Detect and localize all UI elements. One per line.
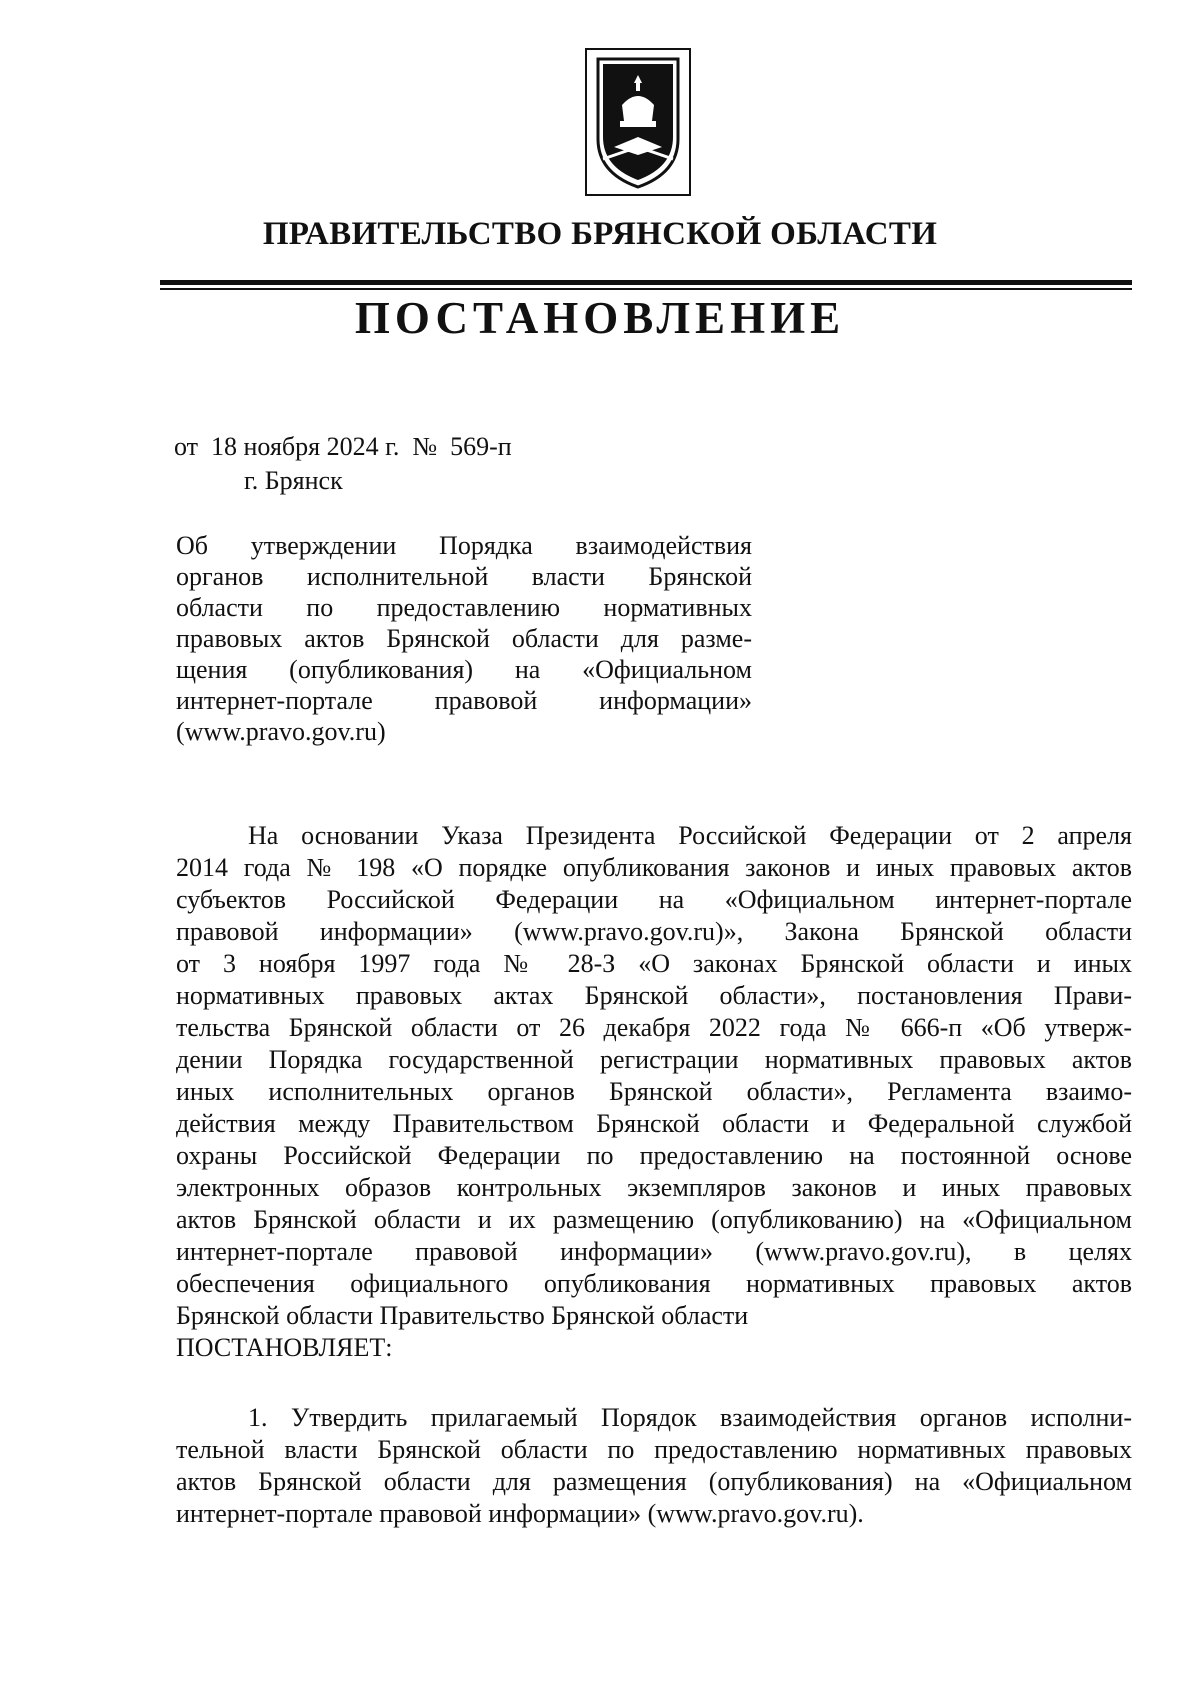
title-line: Об утверждении Порядка взаимодействия [176, 531, 752, 560]
body-line: нормативных правовых актах Брянской области», постановления Прави- [176, 981, 1132, 1010]
body-line: актов Брянской области и их размещению (опубликованию) на «Официальном [176, 1205, 1132, 1234]
body-line: На основании Указа Президента Российской Федерации от 2 апреля [248, 821, 1132, 850]
coat-of-arms-emblem [584, 47, 692, 197]
organization-name: ПРАВИТЕЛЬСТВО БРЯНСКОЙ ОБЛАСТИ [262, 216, 938, 252]
title-line: правовых актов Брянской области для разме- [176, 624, 752, 653]
body-line: правовой информации» (www.pravo.gov.ru)», Закона Брянской области [176, 917, 1132, 946]
body-line: обеспечения официального опубликования нормативных правовых актов [176, 1269, 1132, 1298]
body-line: 2014 года № 198 «О порядке опубликования законов и иных правовых актов [176, 853, 1132, 882]
resolution-keyword: ПОСТАНОВЛЯЕТ: [176, 1333, 393, 1362]
body-line: иных исполнительных органов Брянской области», Регламента взаимо- [176, 1077, 1132, 1106]
title-line: (www.pravo.gov.ru) [176, 717, 386, 746]
document-title [176, 530, 752, 747]
body-line: тельства Брянской области от 26 декабря 2022 года № 666-п «Об утверж- [176, 1013, 1132, 1042]
title-line: щения (опубликования) на «Официальном [176, 655, 752, 684]
title-line: интернет-портале правовой информации» [176, 686, 752, 715]
header-divider-thin [160, 288, 1132, 290]
preamble-paragraph [176, 820, 1132, 1364]
clause-line: тельной власти Брянской области по предоставлению нормативных правовых [176, 1435, 1132, 1464]
document-type: ПОСТАНОВЛЕНИЕ [354, 293, 846, 343]
body-line: от 3 ноября 1997 года № 28-З «О законах Брянской области и иных [176, 949, 1132, 978]
header-divider-thick [160, 280, 1132, 285]
clause-line: интернет-портале правовой информации» (www.pravo.gov.ru). [176, 1499, 864, 1528]
body-line: электронных образов контрольных экземпляров законов и иных правовых [176, 1173, 1132, 1202]
body-line: субъектов Российской Федерации на «Официальном интернет-портале [176, 885, 1132, 914]
clause-line: актов Брянской области для размещения (опубликования) на «Официальном [176, 1467, 1132, 1496]
city: г. Брянск [244, 466, 343, 495]
title-line: области по предоставлению нормативных [176, 593, 752, 622]
title-line: органов исполнительной власти Брянской [176, 562, 752, 591]
body-line: Брянской области Правительство Брянской области [176, 1301, 749, 1330]
body-line: охраны Российской Федерации по предоставлению на постоянной основе [176, 1141, 1132, 1170]
date-and-number: от 18 ноября 2024 г. № 569-п [174, 432, 512, 461]
body-line: интернет-портале правовой информации» (www.pravo.gov.ru), в целях [176, 1237, 1132, 1266]
clause-line: 1. Утвердить прилагаемый Порядок взаимодействия органов исполни- [248, 1403, 1132, 1432]
clause-1 [176, 1402, 1132, 1530]
body-line: дении Порядка государственной регистрации нормативных правовых актов [176, 1045, 1132, 1074]
body-line: действия между Правительством Брянской области и Федеральной службой [176, 1109, 1132, 1138]
